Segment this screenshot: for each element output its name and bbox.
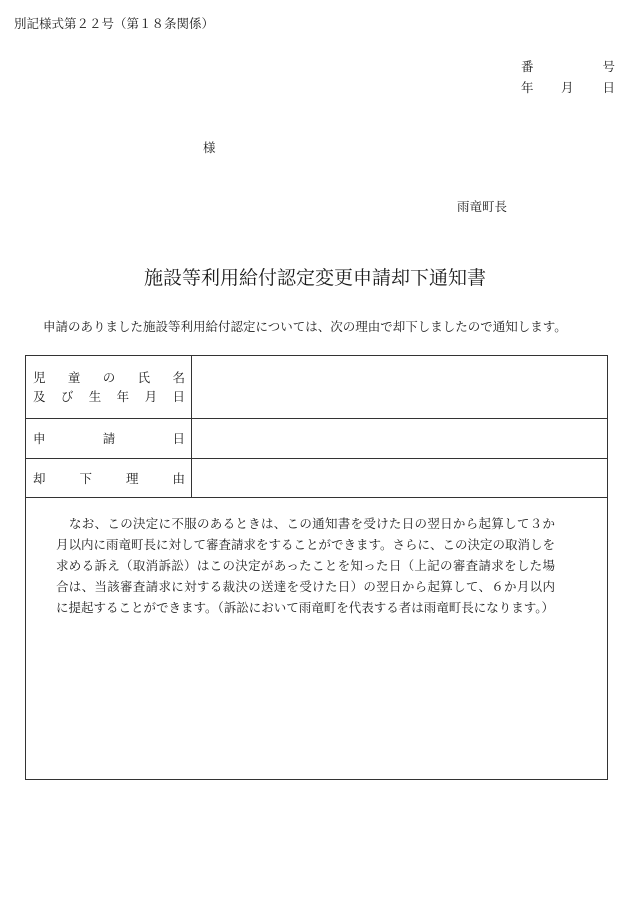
application-date-value[interactable]	[192, 419, 608, 459]
label-line-1: 児 童 の 氏 名	[33, 370, 185, 385]
rejection-reason-value[interactable]	[192, 459, 608, 498]
number-suffix: 号	[602, 59, 615, 74]
table-row	[26, 459, 608, 498]
table-row	[26, 419, 608, 459]
rejection-reason-label: 却 下 理 由	[26, 459, 192, 498]
details-table	[25, 355, 608, 780]
date-year-label: 年	[521, 80, 534, 95]
table-row	[26, 498, 608, 780]
child-name-birthdate-label	[26, 356, 192, 419]
date-month-label: 月	[561, 80, 574, 95]
application-date-label: 申 請 日	[26, 419, 192, 459]
table-row	[26, 356, 608, 419]
addressee-honorific: 様	[203, 140, 216, 155]
child-name-birthdate-value[interactable]	[192, 356, 608, 419]
number-label: 番	[521, 59, 534, 74]
date-day-label: 日	[602, 80, 615, 95]
document-title: 施設等利用給付認定変更申請却下通知書	[143, 267, 486, 289]
form-label: 別記様式第２２号（第１８条関係）	[14, 16, 215, 31]
appeal-notice-cell	[26, 498, 608, 780]
intro-text: 申請のありました施設等利用給付認定については、次の理由で却下しましたので通知します。	[43, 319, 567, 334]
appeal-notice-text: なお、この決定に不服のあるときは、この通知書を受けた日の翌日から起算して３か月以内に雨竜町長に対して審査請求をすることができます。さらに、この決定の取消しを求める訴え（取消訴訟）はこの決定があったことを知った日（上記の審査請求をした場合は、当該審査請求に対する裁決の送達を受けた日）の翌日から起算して、６か月以内に提起することができます。（訴訟において雨竜町を代表する者は雨竜町長になります。）	[56, 516, 556, 615]
label-line-2: 及 び 生 年 月 日	[33, 389, 185, 404]
issuer-name: 雨竜町長	[457, 199, 508, 214]
